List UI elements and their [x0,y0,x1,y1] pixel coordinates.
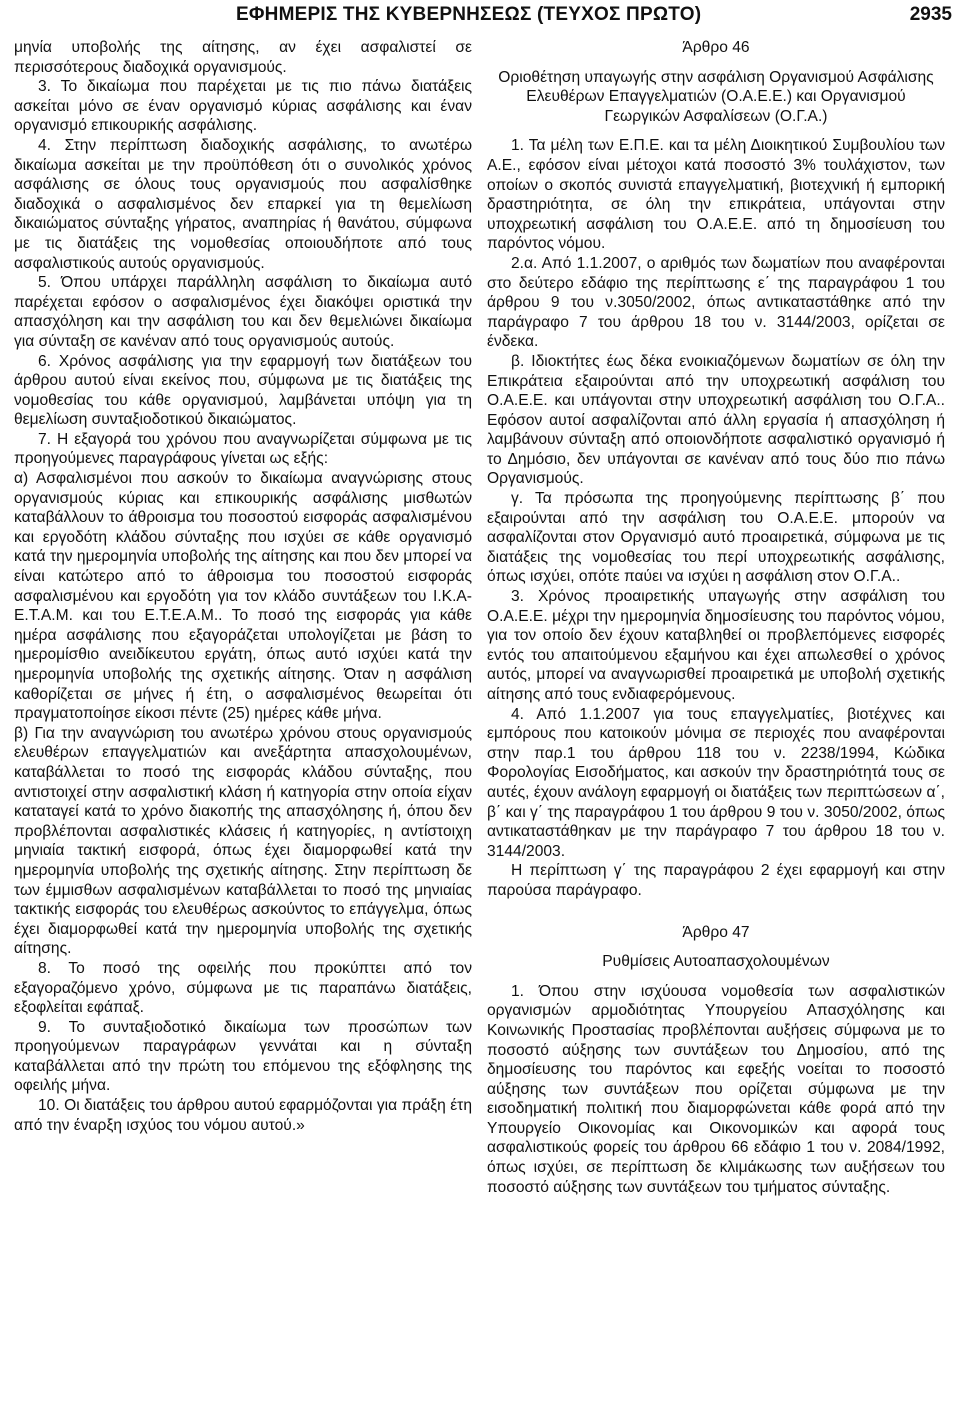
paragraph: 10. Οι διατάξεις του άρθρου αυτού εφαρμόζονται για πράξη έτη από την έναρξη ισχύος του νόμου αυτού.» [14,1097,472,1134]
article-46-heading: Άρθρο 46 [682,39,750,56]
article-47-heading: Άρθρο 47 [682,923,750,941]
page-number: 2935 [909,4,952,25]
paragraph: β. Ιδιοκτήτες έως δέκα ενοικιαζόμενων δωματίων σε όλη την Επικράτεια εξαιρούνται από την υποχρεωτική ασφάλιση του Ο.Α.Ε.Ε. και υπάγονται στην υποχρεωτική ασφάλιση του Ο.Γ.Α.. Εφόσον αυτοί ασφαλίζονται από άλλη εργασία ή απασχόληση ή λαμβάνουν σύνταξη από οποιονδήποτε ασφαλιστικό οργανισμό ή το Δημόσιο, δεν υπάγονται σε κανέναν από τους δύο πιο πάνω Οργανισμούς. [487,352,945,488]
gazette-title: ΕΦΗΜΕΡΙΣ ΤΗΣ ΚΥΒΕΡΝΗΣΕΩΣ (ΤΕΥΧΟΣ ΠΡΩΤΟ) [236,4,702,25]
paragraph: 3. Το δικαίωμα που παρέχεται με τις πιο πάνω διατάξεις ασκείται μόνο σε έναν οργανισμό κύριας ασφάλισης και έναν οργανισμό επικουρικής ασφάλισης. [14,78,472,135]
paragraph: γ. Τα πρόσωπα της προηγούμενης περίπτωσης β΄ που εξαιρούνται από την ασφάλιση του Ο.Α.Ε.Ε. μπορούν να ασφαλίζονται στον Οργανισμό αυτό προαιρετικά, σύμφωνα με τις διατάξεις της νομοθεσίας του περί υποχρεωτικής ασφάλισης, όπως ισχύει, οπότε παύει να ισχύει η ασφάλιση στον Ο.Γ.Α.. [487,490,945,586]
paragraph: 1. Τα μέλη των Ε.Π.Ε. και τα μέλη Διοικητικού Συμβουλίου των Α.Ε., εφόσον είναι μέτοχοι κατά ποσοστό 3% τουλάχιστον, των οποίων ο σκοπός συνιστά επαγγελματική, βιοτεχνική ή εμπορική δραστηριότητα, σε όλη την επικράτεια, υπάγονται στην υποχρεωτική ασφάλιση του Ο.Α.Ε.Ε. από τη δημοσίευση του παρόντος νόμου. [487,137,945,253]
paragraph: 6. Χρόνος ασφάλισης για την εφαρμογή των διατάξεων του άρθρου αυτού είναι εκείνος που, σύμφωνα με τις διατάξεις της νομοθεσίας του κάθε οργανισμού, λαμβάνεται υπόψη για τη θεμελίωση συνταξιοδοτικού δικαιώματος. [14,352,472,429]
paragraph: 4. Στην περίπτωση διαδοχικής ασφάλισης, το ανωτέρω δικαίωμα ασκείται με την προϋπόθεση ότι ο συνολικός χρόνος ασφάλισης σε όλους τους οργανισμούς που ασφαλίσθηκε διαδοχικά ο ασφαλισμένος δεν επαρκεί για τη θεμελίωση δικαιώματος σύνταξης γήρατος, αναπηρίας ή θανάτου, σύμφωνα με τις διατάξεις της νομοθεσίας οποιουδήποτε από τους ασφαλιστικούς αυτούς οργανισμούς. [14,136,472,272]
article-46-subtitle: Οριοθέτηση υπαγωγής στην ασφάλιση Οργανισμού Ασφάλισης Ελευθέρων Επαγγελματιών (Ο.Α.Ε.Ε.) και Οργανισμού Γεωργικών Ασφαλίσεων (Ο.Γ.Α.) [498,68,934,125]
right-column [487,38,945,1197]
spacer [487,901,945,923]
paragraph: 7. Η εξαγορά του χρόνου που αναγνωρίζεται σύμφωνα με τις προηγούμενες παραγράφους γίνεται ως εξής: [14,430,472,468]
paragraph: 3. Χρόνος προαιρετικής υπαγωγής στην ασφάλιση του Ο.Α.Ε.Ε. μέχρι την ημερομηνία δημοσίευσης του παρόντος νόμου, για τον οποίο δεν έχουν καταβληθεί οι προβλεπόμενες εισφορές εντός του απαιτούμενου εξαμήνου και έχει απωλεσθεί ο χρόνος αυτός, μπορεί να αναγνωρισθεί προαιρετικά με υποβολή σχετικής αίτησης από τους ενδιαφερόμενους. [487,588,945,703]
left-column [14,38,472,1135]
paragraph: 1. Όπου στην ισχύουσα νομοθεσία των ασφαλιστικών οργανισμών αρμοδιότητας Υπουργείου Απασχόλησης και Κοινωνικής Προστασίας προβλέπονται αυξήσεις σύμφωνα με το ποσοστό αύξησης των συντάξεων του Δημοσίου, από της δημοσίευσης του παρόντος και εφεξής νοείται το ποσοστό αύξησης των συντάξεων που ορίζεται σύμφωνα με την εισοδηματική πολιτική που διαμορφώνεται κάθε φορά από την Υπουργείο Οικονομίας και Οικονομικών και αφορά τους ασφαλιστικούς φορείς του άρθρου 66 εδάφιο 1 του ν. 2084/1992, όπως ισχύει, σε περίπτωση δε κλιμάκωσης των αυξήσεων του ποσοστό αύξησης των συντάξεων του τμήματος σύνταξης. [487,982,945,1196]
paragraph: 4. Από 1.1.2007 για τους επαγγελματίες, βιοτέχνες και εμπόρους που κατοικούν μόνιμα σε περιοχές που αναφέρονται στην παρ.1 του άρθρου 118 του ν. 2238/1994, Κώδικα Φορολογίας Εισοδήματος, και ασκούν την δραστηριότητά τους σε αυτές, έχουν ανάλογη εφαρμογή οι διατάξεις των περιπτώσεων α΄, β΄ και γ΄ της παραγράφου 1 του άρθρου 9 του ν. 3050/2002, όπως αντικαταστάθηκαν με την παράγραφο 7 του άρθρου 18 του ν. 3144/2003. [487,705,945,860]
paragraph: μηνία υποβολής της αίτησης, αν έχει ασφαλιστεί σε περισσότερους διαδοχικά οργανισμούς. [14,39,472,76]
spacer [487,58,945,68]
spacer [487,126,945,136]
paragraph: β) Για την αναγνώριση του ανωτέρω χρόνου στους οργανισμούς ελευθέρων επαγγελματιών και ανεξάρτητα απασχολουμένων, καταβάλλεται το ποσό της εισφοράς κλάδου σύνταξης, που αντιστοιχεί στην ασφαλιστική κλάση ή κατηγορία στην οποία είχαν καταταγεί κατά το χρόνο διακοπής της απασχόλησης ή, όπου δεν προβλέπονται ασφαλιστικές κλάσεις ή κατηγορίες, η αντίστοιχη μηνιαία τακτική εισφορά, όπως έχει διαμορφωθεί κατά την ημερομηνία υποβολής της σχετικής αίτησης. Στην περίπτωση δε των έμμισθων ασφαλισμένων καταβάλλεται το ποσό της μηνιαίας τακτικής εισφοράς του ελευθέρως ασκούντος το επάγγελμα, όπως έχει διαμορφωθεί κατά την ημερομηνία υποβολής της σχετικής αίτησης. [14,724,472,958]
spacer [487,942,945,952]
paragraph: 9. Το συνταξιοδοτικό δικαίωμα των προσώπων των προηγούμενων παραγράφων γεννάται και η σύνταξη καταβάλλεται από την πρώτη του επόμενου της εξόφλησης της οφειλής μήνα. [14,1018,472,1095]
paragraph: α) Ασφαλισμένοι που ασκούν το δικαίωμα αναγνώρισης στους οργανισμούς κύριας και επικουρικής ασφάλισης μισθωτών καταβάλλουν το άθροισμα του ποσοστού εισφοράς ασφαλισμένου και εργοδότη κλάδου σύνταξης που ισχύει σε κάθε οργανισμό κατά την ημερομηνία υποβολής της αίτησης και που δεν μπορεί να είναι κατώτερο από το άθροισμα του ποσοστού εισφοράς ασφαλισμένου και εργοδότη για τον κλάδο συντάξεων του Ι.Κ.Α-Ε.Τ.Α.Μ. και του Ε.Τ.Ε.Α.Μ.. Το ποσό της εισφοράς για κάθε ημέρα ασφάλισης που εξαγοράζεται υπολογίζεται με βάση το ημερομίσθιο ανειδίκευτου εργάτη, όπως αυτό ισχύει κατά την ημερομηνία υποβολής της σχετικής αίτησης. Όταν η ασφάλιση καθορίζεται σε μήνες ή έτη, ο ασφαλισμένος θεωρείται ότι πραγματοποίησε είκοσι πέντε (25) ημέρες κάθε μήνα. [14,470,472,723]
article-47-subtitle: Ρυθμίσεις Αυτοαπασχολουμένων [602,953,830,971]
paragraph: 2.α. Από 1.1.2007, ο αριθμός των δωματίων που αναφέρονται στο δεύτερο εδάφιο της περίπτωσης ε΄ της παραγράφου 1 του άρθρου 9 του ν.3050/2002, όπως αντικαταστάθηκε από την παράγραφο 7 του άρθρου 18 του ν. 3144/2003, ορίζεται σε ένδεκα. [487,254,945,351]
paragraph: Η περίπτωση γ΄ της παραγράφου 2 έχει εφαρμογή και στην παρούσα παράγραφο. [487,862,945,899]
paragraph: 8. Το ποσό της οφειλής που προκύπτει από τον εξαγοραζόμενο χρόνο, σύμφωνα με τις παραπάνω διατάξεις, εξοφλείται εφάπαξ. [14,959,472,1017]
paragraph: 5. Όπου υπάρχει παράλληλη ασφάλιση το δικαίωμα αυτό παρέχεται εφόσον ο ασφαλισμένος έχει διακόψει οριστικά την απασχόληση και την ασφάλιση του και δεν θεμελιώνει δικαίωμα για σύνταξη σε κανέναν από τους οργανισμούς αυτούς. [14,274,472,350]
page-header [0,0,960,30]
spacer [487,972,945,982]
